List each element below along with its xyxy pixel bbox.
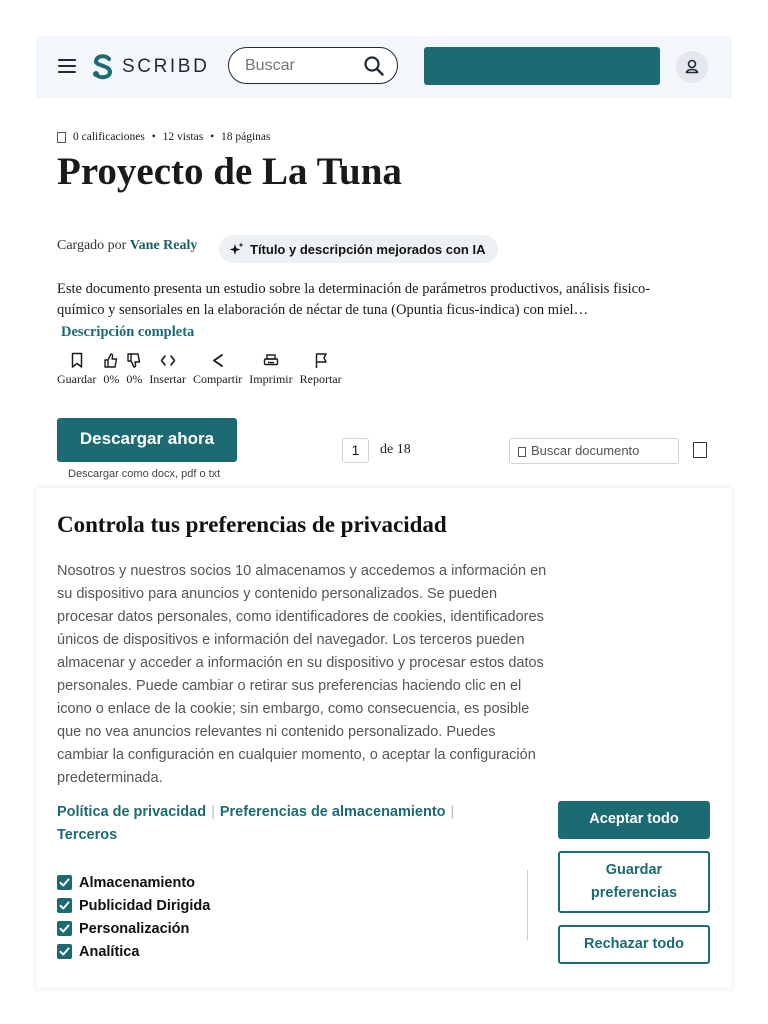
scribd-s-icon xyxy=(92,53,114,81)
sparkle-icon xyxy=(229,242,244,257)
ratings-count: 0 calificaciones xyxy=(73,131,145,143)
checkbox-checked-icon[interactable] xyxy=(57,944,72,959)
save-action[interactable] xyxy=(57,352,96,387)
action-label: Reportar xyxy=(299,372,342,386)
search-doc-icon xyxy=(518,447,526,457)
checkbox-checked-icon[interactable] xyxy=(57,898,72,913)
thumbs-down-icon xyxy=(126,352,142,369)
action-label: Imprimir xyxy=(249,372,293,386)
pages-count: 18 páginas xyxy=(220,131,271,143)
rating-icon xyxy=(57,132,66,143)
privacy-policy-link[interactable]: Política de privacidad xyxy=(57,804,207,820)
user-icon xyxy=(676,51,708,83)
scribd-logo[interactable] xyxy=(92,51,209,83)
action-label: Insertar xyxy=(149,372,186,386)
checkbox-checked-icon[interactable] xyxy=(57,875,72,890)
search-icon[interactable] xyxy=(363,55,385,77)
report-action[interactable] xyxy=(300,352,342,387)
action-label: Guardar xyxy=(57,372,97,386)
action-label: 0% xyxy=(103,372,120,386)
action-label: Compartir xyxy=(192,372,243,386)
uploaded-by xyxy=(57,238,197,254)
print-icon xyxy=(263,352,279,369)
views-count: 12 vistas xyxy=(162,131,204,143)
flag-icon xyxy=(314,352,328,369)
like-action[interactable] xyxy=(103,352,119,387)
meta-separator: • xyxy=(207,131,217,143)
ai-enhanced-badge xyxy=(219,235,498,263)
storage-preferences-link[interactable]: Preferencias de almacenamiento xyxy=(219,804,446,820)
hamburger-menu-icon[interactable] xyxy=(58,59,76,73)
link-separator: | xyxy=(211,804,215,820)
search-input[interactable] xyxy=(243,56,357,76)
link-separator: | xyxy=(450,804,455,820)
page-total: de 18 xyxy=(380,442,411,457)
consent-links xyxy=(57,801,517,847)
consent-checkbox-list xyxy=(57,871,210,963)
document-meta xyxy=(57,131,271,143)
document-search-placeholder: Buscar documento xyxy=(531,443,640,458)
logo-text: SCRIBD xyxy=(122,56,210,77)
checkbox-label: Almacenamiento xyxy=(79,874,196,891)
share-action[interactable] xyxy=(193,352,242,387)
third-parties-link[interactable]: Terceros xyxy=(57,827,118,843)
thumbs-up-icon xyxy=(103,352,119,369)
document-description: Este documento presenta un estudio sobre la determinación de parámetros productivos, análisis fisico-químico y sensoriales en la elaboración de néctar de tuna (Opuntia ficus-indica) con miel… xyxy=(57,281,651,318)
uploaded-prefix: Cargado por xyxy=(57,238,127,253)
checkbox-label: Publicidad Dirigida xyxy=(79,897,211,914)
user-account-button[interactable] xyxy=(676,51,708,83)
top-navigation-bar xyxy=(36,36,732,98)
document-actions xyxy=(57,352,349,387)
consent-body: Nosotros y nuestros socios 10 almacenamos y accedemos a información en su dispositivo para anuncios y contenido personalizados. Se pueden procesar datos personales, como identificadores de cookies, identificadores únicos de dispositivos e información del navegador. Los terceros pueden almacenar y acceder a información en su dispositivo y procesar estos datos personales. Puede cambiar o retirar sus preferencias haciendo clic en el icono o enlace de la cookie; sin embargo, como consecuencia, es posible que no vea anuncios relevantes ni contenido personalizado. Puedes cambiar la configuración en cualquier momento, o aceptar la configuración predeterminada. xyxy=(57,563,547,786)
print-action[interactable] xyxy=(249,352,292,387)
promo-button[interactable] xyxy=(424,47,660,85)
ai-badge-label: Título y descripción mejorados con IA xyxy=(250,241,486,257)
consent-title: Controla tus preferencias de privacidad xyxy=(57,512,447,537)
download-now-button[interactable]: Descargar ahora xyxy=(57,418,237,462)
vertical-divider xyxy=(527,870,528,940)
checkbox-storage[interactable] xyxy=(57,871,210,894)
privacy-consent-dialog xyxy=(36,488,732,988)
fullscreen-icon[interactable] xyxy=(693,442,707,458)
accept-all-button[interactable]: Aceptar todo xyxy=(558,801,710,839)
page-number-input[interactable]: 1 xyxy=(342,438,369,463)
checkbox-personalization[interactable] xyxy=(57,917,210,940)
checkbox-label: Personalización xyxy=(79,920,190,937)
embed-action[interactable] xyxy=(149,352,186,387)
download-formats-text: Descargar como docx, pdf o txt xyxy=(68,468,221,480)
action-label: 0% xyxy=(126,372,143,386)
checkbox-label: Analítica xyxy=(79,943,140,960)
meta-separator: • xyxy=(148,131,159,143)
checkbox-checked-icon[interactable] xyxy=(57,921,72,936)
full-description-link[interactable]: Descripción completa xyxy=(61,324,195,340)
bookmark-icon xyxy=(70,352,84,369)
save-preferences-button[interactable]: Guardar preferencias xyxy=(558,851,710,913)
document-title: Proyecto de La Tuna xyxy=(57,150,402,193)
checkbox-targeted-advertising[interactable] xyxy=(57,894,210,917)
uploader-link[interactable]: Vane Realy xyxy=(129,238,198,253)
share-icon xyxy=(211,352,225,369)
checkbox-analytics[interactable] xyxy=(57,940,210,963)
embed-icon xyxy=(160,352,176,369)
search-box[interactable] xyxy=(228,47,398,84)
dislike-action[interactable] xyxy=(126,352,142,387)
document-search-input[interactable] xyxy=(509,438,679,464)
reject-all-button[interactable]: Rechazar todo xyxy=(558,925,710,964)
